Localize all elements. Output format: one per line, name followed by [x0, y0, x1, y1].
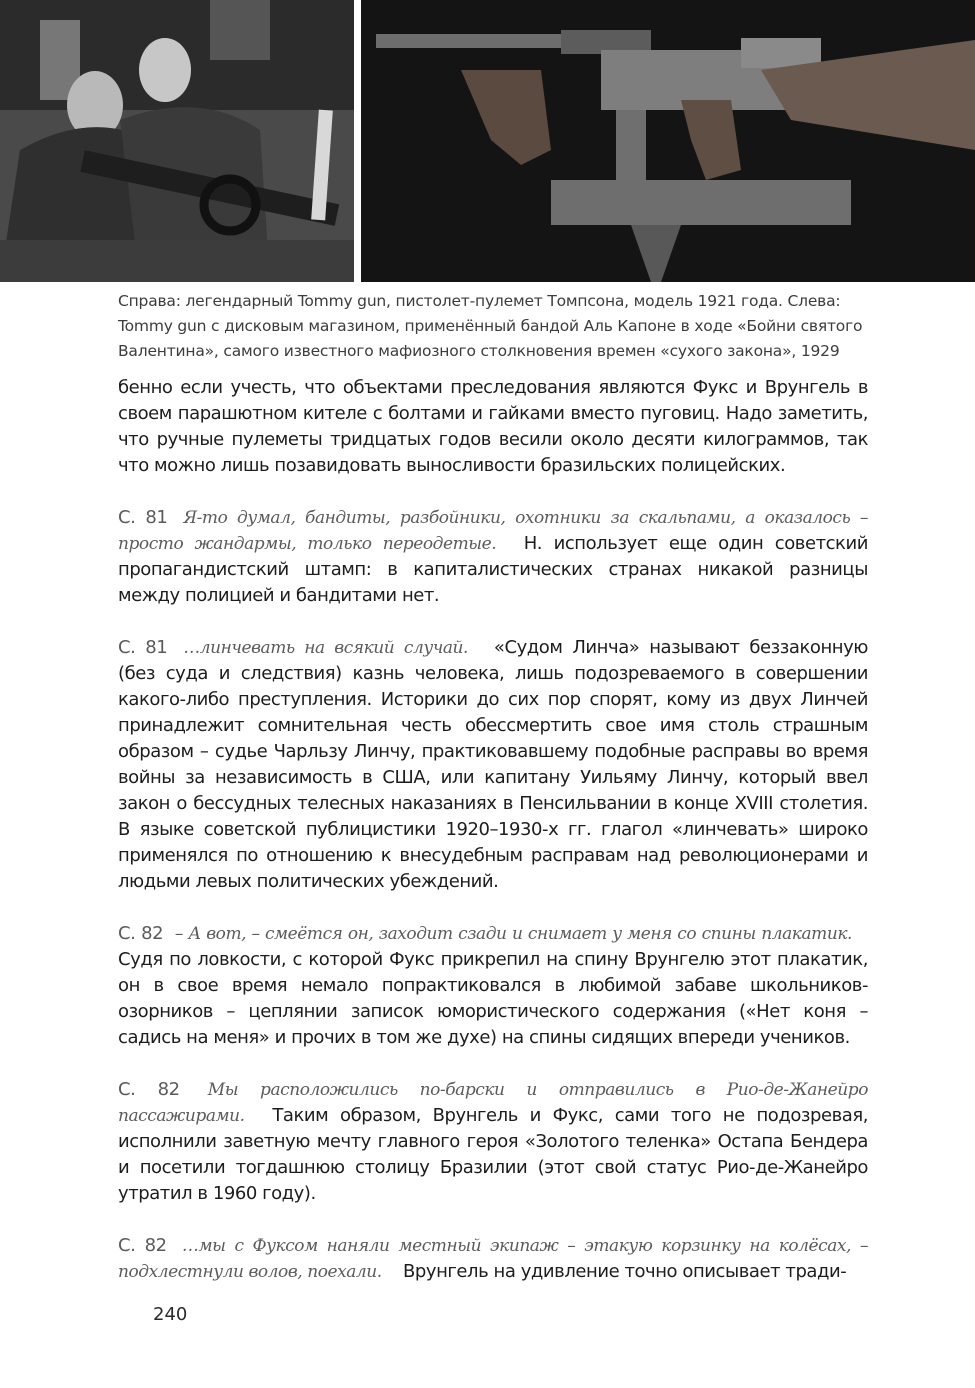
- photo-left-illustration: [0, 0, 354, 282]
- commentary-text: Судя по ловкости, с которой Фукс прикрепил на спину Врунгелю этот плакатик, он в свое время немало попрактиковался в любимой забаве школьников-озорников – цеплянии записок юмористического содержания («Нет коня – садись на меня» и прочих в том же духе) на спины сидящих впереди учеников.: [118, 949, 868, 1048]
- photo-investigators-with-tommy-gun: [0, 0, 354, 282]
- paragraph-text: бенно если учесть, что объектами преследования являются Фукс и Врунгель в своем парашютном кителе с болтами и гайками вместо пуговиц. Надо заметить, что ручные пулеметы тридцатых годов весили около десяти килограммов, так что можно лишь позавидовать выносливости бразильских полицейских.: [118, 377, 868, 476]
- photo-thompson-submachine-gun: [361, 0, 975, 282]
- commentary-text: Н. использует еще один советский пропагандистский штамп: в капиталистических странах никакой разницы между полицией и бандитами нет.: [118, 533, 868, 606]
- quoted-passage: …линчевать на всякий случай.: [183, 638, 468, 658]
- page-reference: С. 82: [118, 923, 164, 944]
- quoted-passage: …мы с Фуксом наняли местный экипаж – этакую корзинку на колёсах, – подхлестнули волов, поехали.: [118, 1236, 869, 1282]
- commentary-entry: [118, 635, 868, 895]
- page-reference: С. 81: [118, 637, 168, 658]
- quoted-passage: – А вот, – смеётся он, заходит сзади и снимает у меня со спины плакатик.: [174, 924, 852, 944]
- quoted-passage: Я-то думал, бандиты, разбойники, охотники за скальпами, а оказалось – просто жандармы, только переодетые.: [118, 508, 868, 554]
- body-text: [118, 375, 868, 1311]
- photo-caption: Справа: легендарный Tommy gun, пистолет-пулемет Томпсона, модель 1921 года. Слева: Tommy gun с дисковым магазином, применённый бандой Аль Капоне в ходе «Бойни святого Валентина», самого известного мафиозного столкновения времен «сухого закона», 1929: [118, 292, 863, 360]
- commentary-entry: [118, 1077, 868, 1207]
- page-number: 240: [153, 1304, 188, 1325]
- commentary-entry: [118, 1233, 868, 1285]
- commentary-text: «Судом Линча» называют беззаконную (без суда и следствия) казнь человека, лишь подозреваемого в совершении какого-либо преступления. Историки до сих пор спорят, кому из двух Линчей принадлежит сомнительная честь обессмертить свое имя столь страшным образом – судье Чарльзу Линчу, практиковавшему подобные расправы во время войны за независимость в США, или капитану Уильяму Линчу, который ввел закон о бессудных телесных наказаниях в Пенсильвании в конце XVIII столетия. В языке советской публицистики 1920–1930-х гг. глагол «линчевать» широко применялся по отношению к внесудебным расправам над революционерами и людьми левых политических убеждений.: [118, 637, 868, 892]
- page-reference: С. 82: [118, 1079, 180, 1100]
- commentary-entry: [118, 505, 868, 609]
- commentary-entry: [118, 921, 868, 1051]
- commentary-text: Врунгель на удивление точно описывает тради-: [403, 1261, 847, 1282]
- page-reference: С. 81: [118, 507, 168, 528]
- commentary-text: Таким образом, Врунгель и Фукс, сами того не подозревая, исполнили заветную мечту главного героя «Золотого теленка» Остапа Бендера и посетили тогдашнюю столицу Бразилии (этот свой статус Рио-де-Жанейро утратил в 1960 году).: [118, 1105, 868, 1204]
- photo-strip: [0, 0, 975, 282]
- quoted-passage: Мы расположились по-барски и отправились в Рио-де-Жанейро пассажирами.: [118, 1080, 868, 1126]
- page-reference: С. 82: [118, 1235, 167, 1256]
- photo-right-illustration: [361, 0, 975, 282]
- paragraph-1: [118, 375, 868, 479]
